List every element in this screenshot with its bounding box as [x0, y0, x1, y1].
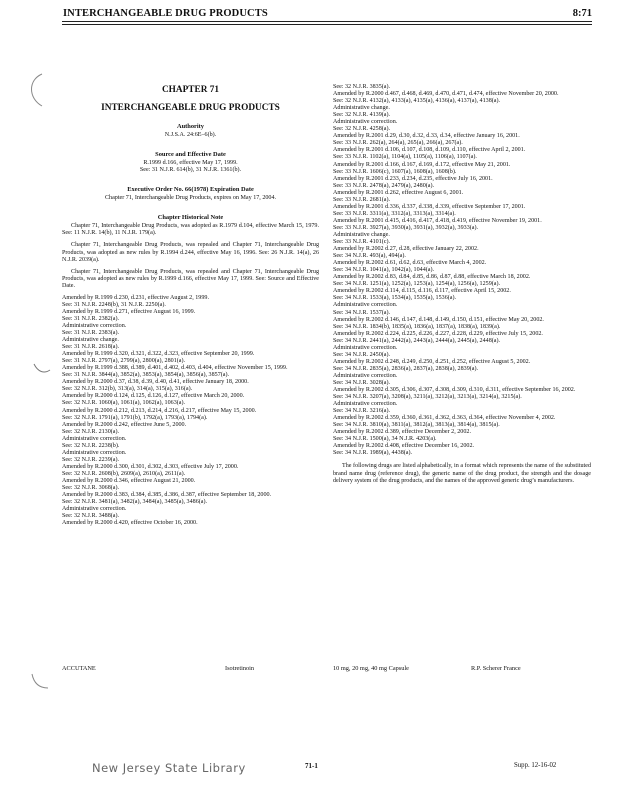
amendment-entry: See: 34 N.J.R. 1533(a), 1534(a), 1535(a), 1536(a). — [333, 295, 457, 302]
amendment-entry: Amended by R.2001 d.415, d.416, d.417, d.418, d.419, effective November 19, 2001. — [333, 217, 542, 224]
history-paragraph: Chapter 71, Interchangeable Drug Products, was adopted as R.1979 d.104, effective March 15, 1979. See: 11 N.J.R. 14(b), 11 N.J.R. 179(a). — [62, 223, 319, 237]
drug-list-intro: The following drugs are listed alphabetically, in a format which represents the name of the substituted brand name drug (reference drug), the generic name of the drug product, the strength and the dosage delivery system of the drug products, and the names of the approved generic drug’s manufacturers. — [333, 463, 591, 484]
amendment-entry: Administrative change. — [333, 231, 390, 238]
strength-dosage: 10 mg, 20 mg, 40 mg Capsule — [333, 665, 409, 672]
amendment-entry: Administrative change. — [333, 105, 390, 112]
header-title: INTERCHANGEABLE DRUG PRODUCTS — [63, 8, 268, 19]
amendment-entry: See: 34 N.J.R. 1834(b), 1835(a), 1836(a), 1837(a), 1838(a), 1839(a). — [333, 323, 501, 330]
amendment-entry: Amended by R.2001 d.336, d.337, d.338, d.339, effective September 17, 2001. — [333, 203, 526, 210]
history-paragraph: Chapter 71, Interchangeable Drug Products, was repealed and Chapter 71, Interchangeable Drug Products, was adopted as new rules by R.1999 d.166, effective May 17, 1999. See: Source and Effective Date. — [62, 268, 319, 289]
amendment-entry: Amended by R.2002 d.114, d.115, d.116, d.117, effective April 15, 2002. — [333, 288, 511, 295]
executive-order-text: Chapter 71, Interchangeable Drug Products, expires on May 17, 2004. — [104, 195, 277, 202]
amendment-entry: Amended by R.1999 d.271, effective August 16, 1999. — [62, 308, 196, 315]
amendment-list-right — [333, 84, 591, 457]
authority-text: N.J.S.A. 24:6E–6(b). — [164, 132, 217, 139]
amendment-entry: Amended by R.1999 d.230, d.231, effective August 2, 1999. — [62, 294, 209, 301]
amendment-entry: See: 32 N.J.R. 3835(a). — [333, 84, 391, 90]
amendment-entry: See: 34 N.J.R. 3207(a), 3208(a), 3211(a), 3212(a), 3213(a), 3214(a), 3215(a). — [333, 394, 522, 401]
amendment-entry: See: 31 N.J.R. 3844(a), 3852(a), 3853(a), 3854(a), 3856(a), 3857(a). — [62, 372, 230, 379]
amendment-entry: Amended by R.2001 d.29, d.30, d.32, d.33, d.34, effective January 16, 2001. — [333, 133, 520, 140]
amendment-entry: See: 32 N.J.R. 3481(a), 3482(a), 3484(a), 3485(a), 3486(a). — [62, 499, 208, 506]
amendment-entry: See: 34 N.J.R. 1500(a), 34 N.J.R. 4203(a). — [333, 436, 437, 443]
amendment-entry: See: 32 N.J.R. 2238(b). — [62, 442, 120, 449]
amendment-entry: See: 32 N.J.R. 2608(b), 2609(a), 2610(a), 2611(a). — [62, 470, 186, 477]
amendment-entry: See: 32 N.J.R. 1791(a), 1791(b), 1792(a), 1793(a), 1794(a). — [62, 414, 208, 421]
amendment-entry: See: 32 N.J.R. 3488(a). — [62, 513, 120, 520]
amendment-entry: Amended by R.2002 d.389, effective December 2, 2002. — [333, 429, 471, 436]
amendment-entry: Administrative correction. — [333, 372, 398, 379]
amendment-entry: See: 32 N.J.R. 2130(a). — [62, 428, 120, 435]
chapter-number: CHAPTER 71 — [161, 85, 220, 95]
amendment-entry: Amended by R.2000 d.383, d.384, d.385, d.386, d.387, effective September 18, 2000. — [62, 492, 272, 499]
authority-heading: Authority — [177, 123, 204, 130]
amendment-entry: Administrative correction. — [62, 506, 127, 513]
amendment-entry: Administrative correction. — [333, 302, 398, 309]
amendment-entry: Amended by R.2002 d.61, d.62, d.63, effective March 4, 2002. — [333, 260, 487, 267]
amendment-entry: Amended by R.2000 d.212, d.213, d.214, d.216, d.217, effective May 15, 2000. — [62, 407, 257, 414]
amendment-entry: Amended by R.2001 d.166, d.167, d.169, d.172, effective May 21, 2001. — [333, 161, 511, 168]
amendment-entry: Amended by R.2002 d.408, effective December 16, 2002. — [333, 443, 475, 450]
amendment-entry: See: 33 N.J.R. 4101(c). — [333, 239, 391, 246]
header-rule-thin — [62, 24, 592, 25]
header-page-ref: 8:71 — [572, 8, 592, 19]
left-column — [62, 84, 319, 527]
amendment-entry: See: 34 N.J.R. 1989(a), 4438(a). — [333, 450, 413, 457]
amendment-entry: See: 31 N.J.R. 2382(a). — [62, 315, 120, 322]
amendment-entry: See: 33 N.J.R. 3927(a), 3930(a), 3931(a), 3932(a), 3933(a). — [333, 224, 479, 231]
amendment-entry: See: 34 N.J.R. 3810(a), 3811(a), 3812(a), 3813(a), 3814(a), 3815(a). — [333, 422, 500, 429]
amendment-entry: See: 33 N.J.R. 3311(a), 3312(a), 3313(a), 3314(a). — [333, 210, 456, 217]
amendment-entry: Administrative correction. — [333, 401, 398, 408]
amendment-entry: Administrative correction. — [62, 435, 127, 442]
amendment-entry: See: 34 N.J.R. 2835(a), 2836(a), 2837(a), 2838(a), 2839(a). — [333, 365, 479, 372]
amendment-entry: Administrative correction. — [333, 344, 398, 351]
executive-order-heading: Executive Order No. 66(1978) Expiration Date — [127, 186, 254, 194]
amendment-entry: See: 32 N.J.R. 4139(a). — [333, 112, 391, 119]
amendment-entry: See: 34 N.J.R. 1041(a), 1042(a), 1044(a). — [333, 267, 435, 274]
amendment-entry: Amended by R.2002 d.359, d.360, d.361, d.362, d.363, d.364, effective November 4, 2002. — [333, 415, 556, 422]
amendment-entry: Amended by R.2002 d.305, d.306, d.307, d.308, d.309, d.310, d.311, effective September 16, 2002. — [333, 387, 576, 394]
amendment-entry: See: 33 N.J.R. 1102(a), 1104(a), 1105(a), 1106(a), 1107(a). — [333, 154, 477, 161]
amendment-entry: Amended by R.2000 d.124, d.125, d.126, d.127, effective March 20, 2000. — [62, 393, 245, 400]
amendment-entry: Amended by R.2002 d.248, d.249, d.250, d.251, d.252, effective August 5, 2002. — [333, 358, 531, 365]
amendment-entry: Amended by R.2001 d.233, d.234, d.235, effective July 16, 2001. — [333, 175, 493, 182]
amendment-entry: Amended by R.2002 d.27, d.28, effective January 22, 2002. — [333, 246, 479, 253]
amendment-entry: Amended by R.2001 d.106, d.107, d.108, d.109, d.110, effective April 2, 2001. — [333, 147, 526, 154]
history-heading: Chapter Historical Note — [157, 214, 224, 222]
amendment-entry: See: 32 N.J.R. 4258(a). — [333, 126, 391, 133]
scan-hole-mark-lower — [28, 672, 50, 692]
brand-name: ACCUTANE — [62, 665, 96, 672]
amendment-entry: See: 33 N.J.R. 2478(a), 2479(a), 2480(a). — [333, 182, 435, 189]
amendment-entry: See: 32 N.J.R. 312(b), 313(a), 314(a), 315(a), 316(a). — [62, 386, 193, 393]
amendment-entry: Amended by R.2001 d.262, effective August 6, 2001. — [333, 189, 464, 196]
amendment-entry: Administrative correction. — [333, 119, 398, 126]
manufacturer: R.P. Scherer France — [471, 665, 521, 672]
amendment-entry: Amended by R.2000 d.420, effective October 16, 2000. — [62, 520, 198, 527]
amendment-entry: See: 34 N.J.R. 1251(a), 1252(a), 1253(a), 1254(a), 1256(a), 1259(a). — [333, 281, 501, 288]
header-rule — [62, 21, 592, 22]
amendment-entry: See: 33 N.J.R. 1606(c), 1607(a), 1608(a), 1608(b). — [333, 168, 457, 175]
amendment-entry: See: 31 N.J.R. 2383(a). — [62, 329, 120, 336]
chapter-title: INTERCHANGEABLE DRUG PRODUCTS — [101, 103, 280, 113]
amendment-entry: Amended by R.2000 d.467, d.468, d.469, d.470, d.471, d.474, effective November 20, 2000. — [333, 91, 559, 98]
amendment-list-left — [62, 295, 319, 528]
source-line: R.1999 d.166, effective May 17, 1999. — [143, 160, 238, 167]
history-paragraph: Chapter 71, Interchangeable Drug Products, was repealed and Chapter 71, Interchangeable Drug Products, was adopted as new rules by R.1994 d.244, effective May 16, 1996. See: 26 N.J.R. 14(a), 26 N.J.R. 2039(a). — [62, 242, 319, 263]
amendment-entry: See: 33 N.J.R. 262(a), 264(a), 265(a), 266(a), 267(a). — [333, 140, 463, 147]
amendment-entry: See: 32 N.J.R. 3068(a). — [62, 485, 120, 492]
amendment-entry: See: 34 N.J.R. 3216(a). — [333, 408, 391, 415]
amendment-entry: See: 34 N.J.R. 1537(a). — [333, 309, 391, 316]
amendment-entry: See: 32 N.J.R. 2239(a). — [62, 456, 120, 463]
amendment-entry: See: 34 N.J.R. 3028(a). — [333, 379, 391, 386]
generic-name: Isotretinoin — [225, 665, 255, 672]
amendment-entry: Administrative correction. — [62, 322, 127, 329]
amendment-entry: See: 32 N.J.R. 4132(a), 4133(a), 4135(a), 4136(a), 4137(a), 4138(a). — [333, 98, 501, 105]
amendment-entry: See: 31 N.J.R. 2797(a), 2799(a), 2800(a), 2801(a). — [62, 358, 186, 365]
amendment-entry: Amended by R.2000 d.300, d.301, d.302, d.303, effective July 17, 2000. — [62, 463, 239, 470]
amendment-entry: Administrative correction. — [62, 449, 127, 456]
source-line: See: 31 N.J.R. 614(b), 31 N.J.R. 1361(b). — [139, 167, 242, 174]
amendment-entry: See: 34 N.J.R. 2450(a). — [333, 351, 391, 358]
amendment-entry: Amended by R.2000 d.37, d.38, d.39, d.40, d.41, effective January 18, 2000. — [62, 379, 249, 386]
amendment-entry: Amended by R.1999 d.320, d.321, d.322, d.323, effective September 20, 1999. — [62, 351, 255, 358]
amendment-entry: Amended by R.2002 d.146, d.147, d.148, d.149, d.150, d.151, effective May 20, 2002. — [333, 316, 544, 323]
right-column — [333, 84, 591, 490]
scan-bracket-mark — [20, 70, 50, 110]
amendment-entry: Amended by R.2002 d.83, d.84, d.85, d.86, d.87, d.88, effective March 18, 2002. — [333, 274, 531, 281]
amendment-entry: Administrative change. — [62, 337, 119, 344]
library-stamp: New Jersey State Library — [92, 761, 246, 775]
amendment-entry: See: 34 N.J.R. 2441(a), 2442(a), 2443(a), 2444(a), 2445(a), 2448(a). — [333, 337, 501, 344]
amendment-entry: See: 32 N.J.R. 1060(a), 1061(a), 1062(a), 1063(a). — [62, 400, 186, 407]
source-heading: Source and Effective Date — [155, 151, 226, 159]
amendment-entry: Amended by R.1999 d.388, d.389, d.401, d.402, d.403, d.404, effective November 15, 1999. — [62, 365, 288, 372]
amendment-entry: See: 34 N.J.R. 493(a), 494(a). — [333, 253, 406, 260]
amendment-entry: Amended by R.2002 d.224, d.225, d.226, d.227, d.228, d.229, effective July 15, 2002. — [333, 330, 543, 337]
amendment-entry: Amended by R.2000 d.346, effective August 21, 2000. — [62, 477, 196, 484]
scan-hole-mark — [30, 360, 52, 378]
page-number: 71-1 — [305, 762, 318, 770]
amendment-entry: See: 31 N.J.R. 2618(a). — [62, 344, 120, 351]
amendment-entry: See: 33 N.J.R. 2681(a). — [333, 196, 391, 203]
amendment-entry: See: 31 N.J.R. 2248(b), 31 N.J.R. 2250(a). — [62, 301, 166, 308]
amendment-entry: Amended by R.2000 d.242, effective June 5, 2000. — [62, 421, 187, 428]
supplement-date: Supp. 12-16-02 — [514, 762, 557, 769]
